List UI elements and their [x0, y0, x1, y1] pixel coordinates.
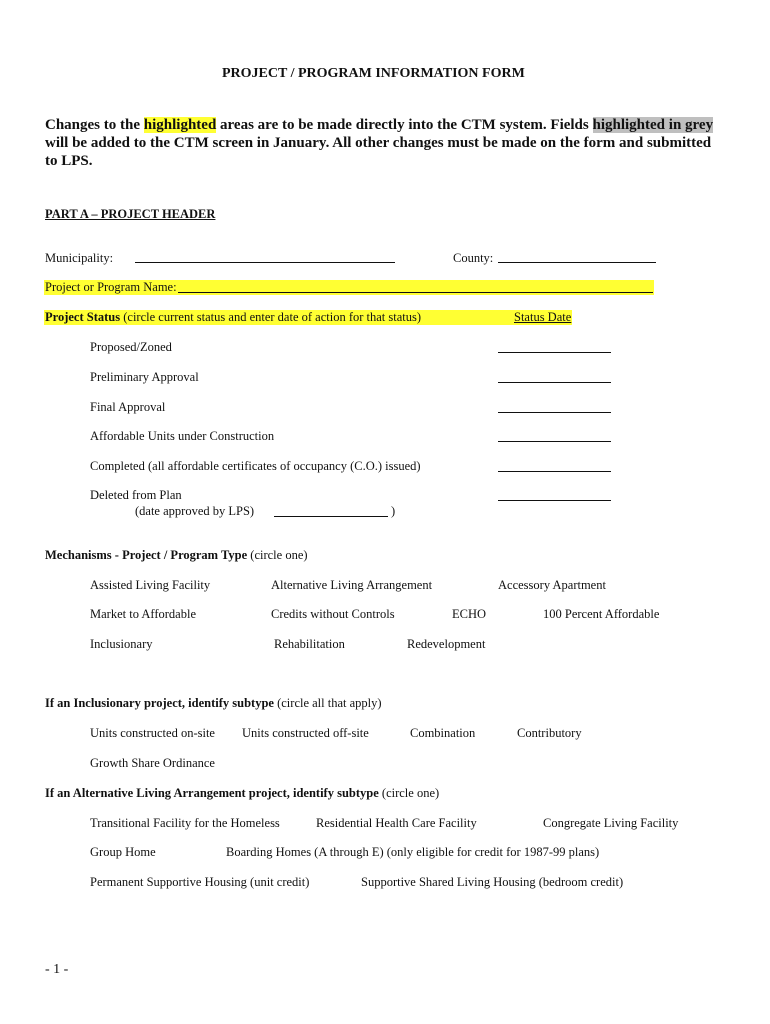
- status-date-field[interactable]: [498, 471, 611, 472]
- part-a-heading: PART A – PROJECT HEADER: [45, 207, 216, 221]
- status-item-deleted[interactable]: Deleted from Plan: [90, 488, 182, 502]
- status-item-preliminary[interactable]: Preliminary Approval: [90, 370, 199, 384]
- county-field[interactable]: [498, 262, 656, 263]
- mechanism-option[interactable]: Accessory Apartment: [498, 578, 606, 592]
- intro-line-3: to LPS.: [45, 153, 93, 169]
- inclusionary-option[interactable]: Units constructed off-site: [242, 726, 369, 740]
- county-label: County:: [453, 251, 494, 265]
- alternative-option[interactable]: Congregate Living Facility: [543, 816, 679, 830]
- inclusionary-heading-bold: If an Inclusionary project, identify subtype: [45, 696, 274, 710]
- project-name-label: Project or Program Name:: [45, 280, 177, 294]
- alternative-option[interactable]: Group Home: [90, 845, 156, 859]
- mechanism-option[interactable]: Market to Affordable: [90, 607, 196, 621]
- alternative-option[interactable]: Supportive Shared Living Housing (bedroom credit): [361, 875, 624, 889]
- inclusionary-heading: [45, 696, 382, 711]
- mechanism-option[interactable]: 100 Percent Affordable: [543, 607, 660, 621]
- lps-date-close: ): [391, 504, 396, 518]
- page-number: - 1 -: [45, 962, 69, 977]
- intro-highlight-yellow: highlighted: [143, 117, 217, 133]
- lps-date-field[interactable]: [274, 516, 388, 517]
- mechanism-option[interactable]: Credits without Controls: [271, 607, 395, 621]
- status-date-field[interactable]: [498, 412, 611, 413]
- inclusionary-heading-rest: (circle all that apply): [273, 696, 382, 710]
- status-item-construction[interactable]: Affordable Units under Construction: [90, 429, 275, 443]
- status-date-field[interactable]: [498, 352, 611, 353]
- mechanism-option[interactable]: Alternative Living Arrangement: [271, 578, 433, 592]
- intro-line-2: will be added to the CTM screen in January. All other changes must be made on the form and submitted: [45, 135, 712, 151]
- mechanisms-heading: [45, 548, 308, 563]
- project-status-label: [45, 310, 421, 325]
- municipality-field[interactable]: [135, 262, 395, 263]
- intro-text-1: Changes to the: [45, 117, 144, 133]
- project-status-label-rest: (circle current status and enter date of action for that status): [120, 310, 422, 324]
- status-item-completed[interactable]: Completed (all affordable certificates of occupancy (C.O.) issued): [90, 459, 421, 473]
- status-date-header: Status Date: [514, 310, 572, 324]
- mechanism-option[interactable]: Redevelopment: [407, 637, 486, 651]
- status-item-proposed[interactable]: Proposed/Zoned: [90, 340, 172, 354]
- intro-highlight-grey: highlighted in grey: [592, 117, 714, 133]
- mechanism-option[interactable]: Inclusionary: [90, 637, 153, 651]
- alternative-heading-bold: If an Alternative Living Arrangement project, identify subtype: [45, 786, 379, 800]
- mechanism-option[interactable]: Assisted Living Facility: [90, 578, 211, 592]
- alternative-option[interactable]: Boarding Homes (A through E) (only eligible for credit for 1987-99 plans): [226, 845, 600, 859]
- alternative-heading-rest: (circle one): [378, 786, 440, 800]
- alternative-heading: [45, 786, 439, 801]
- status-date-field[interactable]: [498, 441, 611, 442]
- project-status-label-bold: Project Status: [45, 310, 121, 324]
- intro-line-1: [45, 116, 713, 134]
- intro-text-2: areas are to be made directly into the CTM system. Fields: [216, 117, 593, 133]
- project-name-field[interactable]: [178, 292, 653, 293]
- alternative-option[interactable]: Transitional Facility for the Homeless: [90, 816, 280, 830]
- inclusionary-option[interactable]: Contributory: [517, 726, 582, 740]
- alternative-option[interactable]: Residential Health Care Facility: [316, 816, 477, 830]
- inclusionary-option[interactable]: Combination: [410, 726, 476, 740]
- page-title: PROJECT / PROGRAM INFORMATION FORM: [222, 66, 525, 81]
- municipality-label: Municipality:: [45, 251, 114, 265]
- mechanism-option[interactable]: ECHO: [452, 607, 487, 621]
- inclusionary-option[interactable]: Growth Share Ordinance: [90, 756, 215, 770]
- status-date-field[interactable]: [498, 500, 611, 501]
- mechanisms-heading-rest: (circle one): [247, 548, 308, 562]
- alternative-option[interactable]: Permanent Supportive Housing (unit credit): [90, 875, 310, 889]
- inclusionary-option[interactable]: Units constructed on-site: [90, 726, 215, 740]
- mechanism-option[interactable]: Rehabilitation: [274, 637, 345, 651]
- mechanisms-heading-bold: Mechanisms - Project / Program Type: [45, 548, 248, 562]
- status-item-final[interactable]: Final Approval: [90, 400, 166, 414]
- status-date-field[interactable]: [498, 382, 611, 383]
- lps-date-label: (date approved by LPS): [135, 504, 255, 518]
